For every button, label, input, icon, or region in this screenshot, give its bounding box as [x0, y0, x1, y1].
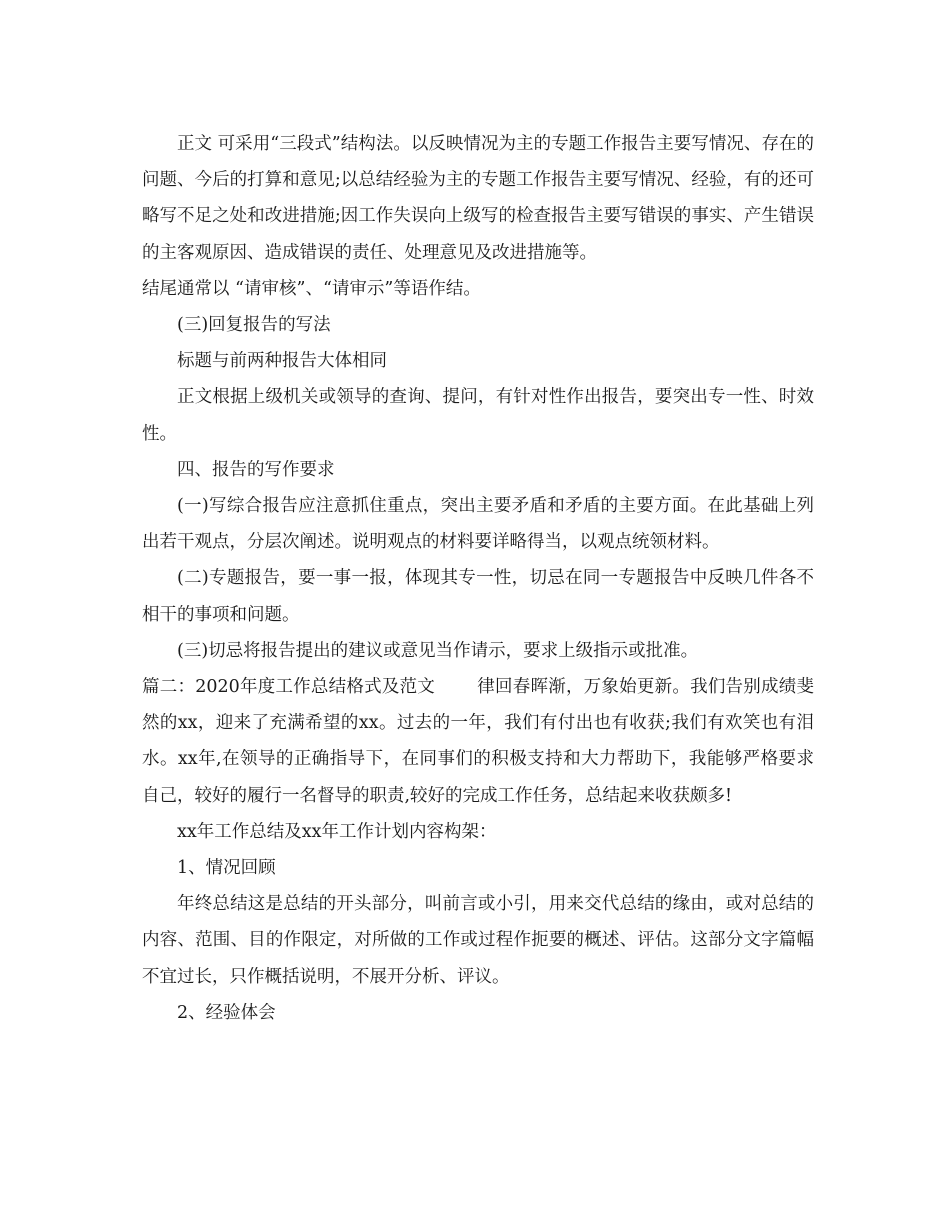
paragraph-requirement-2: (二)专题报告，要一事一报，体现其专一性，切忌在同一专题报告中反映几件各不相干的事项和问题。	[142, 568, 814, 625]
heading-writing-requirements: 四、报告的写作要求	[177, 459, 335, 480]
paragraph-reply-body: 正文根据上级机关或领导的查询、提问，有针对性作出报告，要突出专一性、时效性。	[142, 387, 814, 444]
paragraph-part-two	[142, 669, 814, 814]
part-two-title: 篇二：2020年度工作总结格式及范文	[142, 677, 436, 698]
heading-reply-report: (三)回复报告的写法	[177, 315, 331, 336]
paragraph-requirement-3: (三)切忌将报告提出的建议或意见当作请示，要求上级指示或批准。	[177, 640, 699, 661]
paragraph-closing-phrases: 结尾通常以 “请审核”、“请审示”等语作结。	[142, 278, 481, 299]
heading-experience: 2、经验体会	[177, 1002, 276, 1023]
paragraph-situation-review: 年终总结这是总结的开头部分，叫前言或小引，用来交代总结的缘由，或对总结的内容、范围、目的作限定，对所做的工作或过程作扼要的概述、评估。这部分文字篇幅不宜过长，只作概括说明，不展开分析、评议。	[142, 894, 814, 987]
heading-content-framework: xx年工作总结及xx年工作计划内容构架：	[177, 821, 497, 842]
paragraph-body-structure: 正文 可采用“三段式”结构法。以反映情况为主的专题工作报告主要写情况、存在的问题、今后的打算和意见;以总结经验为主的专题工作报告主要写情况、经验，有的还可略写不足之处和改进措施;因工作失误向上级写的检查报告主要写错误的事实、产生错误的主客观原因、造成错误的责任、处理意见及改进措施等。	[142, 134, 814, 263]
document-body	[142, 126, 814, 1031]
paragraph-requirement-1: (一)写综合报告应注意抓住重点，突出主要矛盾和矛盾的主要方面。在此基础上列出若干观点，分层次阐述。说明观点的材料要详略得当，以观点统领材料。	[142, 496, 814, 553]
heading-situation-review: 1、情况回顾	[177, 858, 276, 879]
paragraph-title-same: 标题与前两种报告大体相同	[177, 351, 387, 372]
part-two-intro: 律回春晖渐，万象始更新。我们告别成绩斐然的xx，迎来了充满希望的xx。过去的一年，我们有付出也有收获;我们有欢笑也有泪水。xx年,在领导的正确指导下，在同事们的积极支持和大力帮助下，我能够严格要求自己，较好的履行一名督导的职责,较好的完成工作任务，总结起来收获颇多!	[142, 677, 814, 806]
